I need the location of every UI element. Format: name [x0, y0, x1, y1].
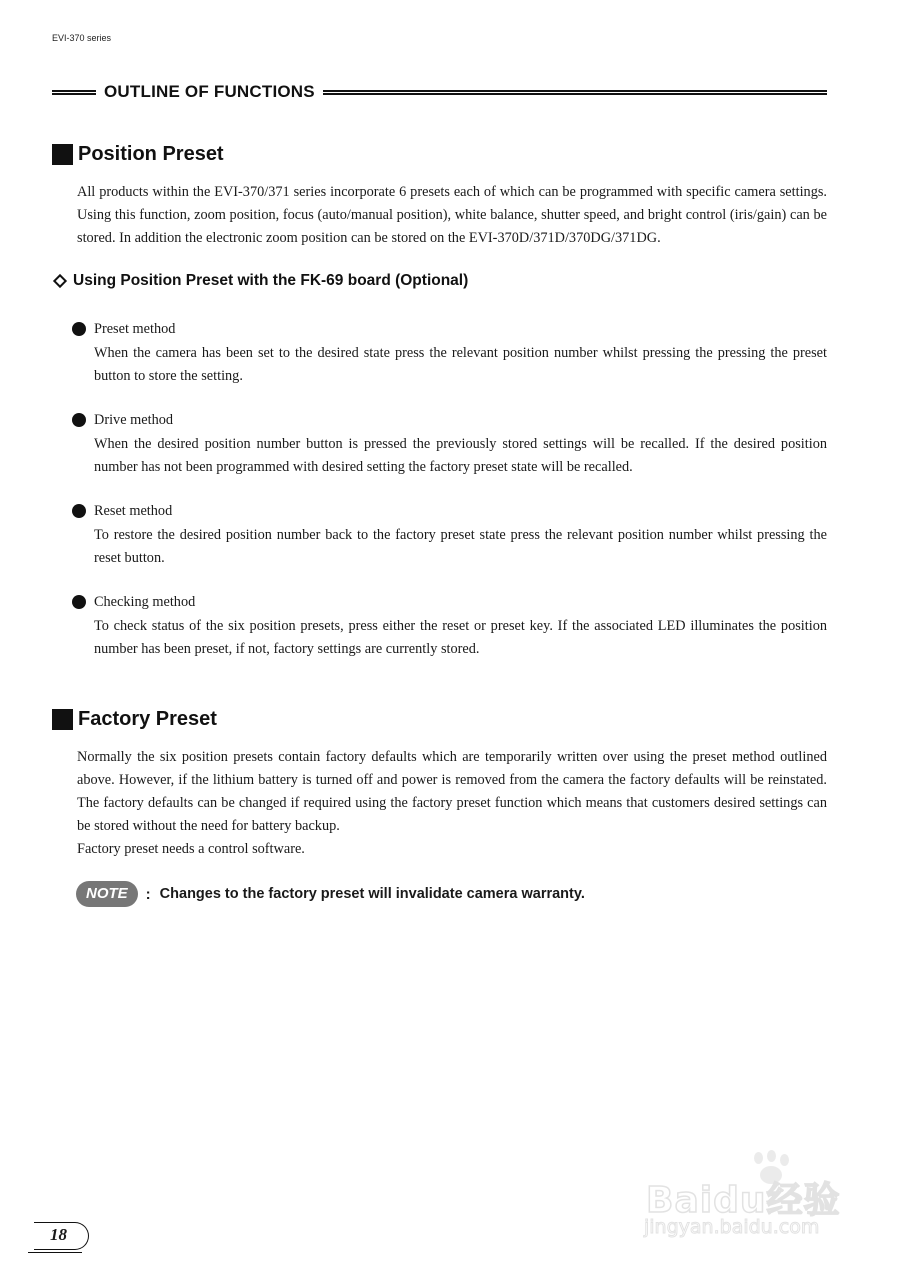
header-rule-left [52, 90, 96, 95]
outline-title: OUTLINE OF FUNCTIONS [104, 82, 315, 101]
watermark-url: jingyan.baidu.com [644, 1216, 820, 1238]
fk69-subheading [52, 272, 468, 290]
method-body: When the camera has been set to the desired state press the relevant position number whilst pressing the pressing the preset button to store the setting. [94, 345, 827, 384]
position-preset-heading [52, 143, 224, 166]
diamond-icon [53, 274, 67, 288]
position-preset-body: All products within the EVI-370/371 series incorporate 6 presets each of which can be programmed with specific camera settings. Using this function, zoom position, focus (auto/manual position), white balance, shutter speed, and bright control (iris/gain) can be stored. In addition the electronic zoom position can be stored on the EVI-370D/371D/370DG/371DG. [77, 184, 827, 246]
position-preset-title: Position Preset [78, 143, 224, 165]
page-number: 18 [50, 1225, 67, 1244]
note-badge: NOTE [76, 881, 138, 907]
method-title: Preset method [94, 321, 176, 337]
factory-preset-body-2: Factory preset needs a control software. [77, 841, 305, 857]
method-title: Reset method [94, 503, 173, 519]
header-rule-right [323, 90, 827, 95]
square-icon [52, 144, 73, 165]
baidu-watermark [640, 1150, 855, 1250]
method-title: Drive method [94, 412, 174, 428]
method-body: When the desired position number button is pressed the previously stored settings will be recalled. If the desired position number has not been programmed with desired setting the factory preset state will be recalled. [94, 436, 827, 475]
method-body: To check status of the six position presets, press either the reset or preset key. If the associated LED illuminates the position number has been preset, if not, factory settings are currently stored. [94, 618, 827, 657]
note-text: Changes to the factory preset will invalidate camera warranty. [159, 886, 585, 902]
square-icon [52, 709, 73, 730]
bullet-dot-icon [72, 595, 86, 609]
bullet-dot-icon [72, 322, 86, 336]
method-title: Checking method [94, 594, 196, 610]
bullet-dot-icon [72, 504, 86, 518]
note-separator: : [145, 885, 151, 903]
factory-preset-body: Normally the six position presets contain factory defaults which are temporarily written over using the preset method outlined above. However, if the lithium battery is turned off and power is removed from the camera the factory defaults will be reinstated. The factory defaults can be changed if required using the factory preset function which means that customers desired settings can be stored without the need for battery backup. [77, 749, 827, 834]
method-body: To restore the desired position number back to the factory preset state press the relevant position number whilst pressing the reset button. [94, 527, 827, 566]
outline-header-bar [52, 82, 827, 102]
bullet-dot-icon [72, 413, 86, 427]
header-series-label: EVI-370 series [52, 33, 112, 43]
factory-preset-title: Factory Preset [78, 708, 217, 730]
note-row [76, 881, 585, 907]
fk69-subheading-title: Using Position Preset with the FK-69 board (Optional) [73, 272, 469, 289]
factory-preset-heading [52, 708, 217, 731]
watermark-brand: Baidu经验 [646, 1180, 841, 1221]
